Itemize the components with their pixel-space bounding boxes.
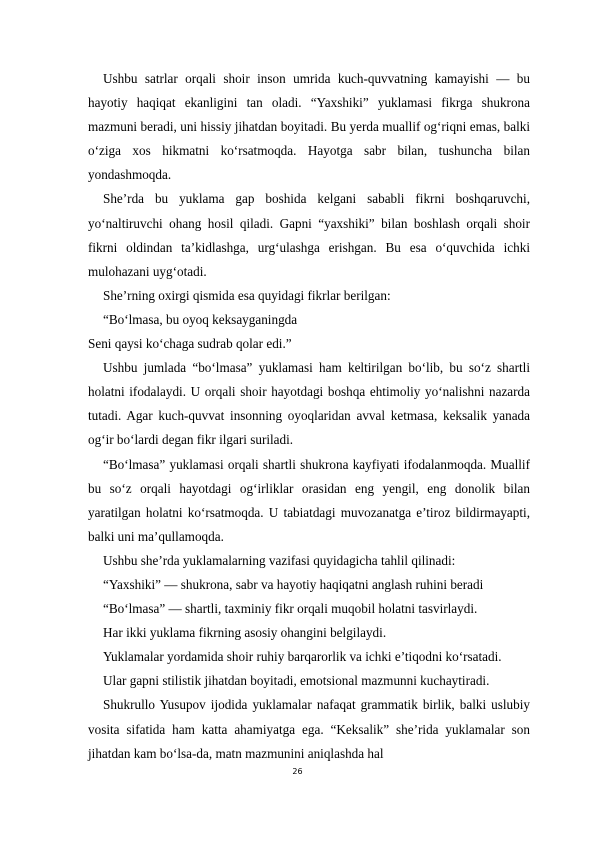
paragraph-7: Shukrullo Yusupov ijodida yuklamalar nafaqat grammatik birlik, balki uslubiy vosita sifatida ham katta ahamiyatga ega. “Keksalik” she’rida yuklamalar son jihatdan kam bo‘lsa-da, matn mazmunini aniqlashda hal — [88, 697, 530, 761]
paragraph-1: Ushbu satrlar orqali shoir inson umrida kuch-quvvatning kamayishi — bu hayotiy haqiqat ekanligini tan oladi. “Yaxshiki” yuklamasi fikrga shukrona mazmuni beradi, uni hissiy jihatdan boyitadi. Bu yerda muallif og‘riqni emas, balki o‘ziga xos hikmatni ko‘rsatmoqda. Hayotga sabr bilan, tushuncha bilan yondashmoqda. — [88, 71, 530, 183]
paragraph-2: She’rda bu yuklama gap boshida kelgani sababli fikrni boshqaruvchi, yo‘naltiruvchi ohang hosil qiladi. Gapni “yaxshiki” bilan boshlash orqali shoir fikrni oldindan ta’kidlashga, urg‘ulashga erishgan. Bu esa o‘quvchida ichki mulohazani uyg‘otadi. — [88, 191, 530, 279]
poem-line-2: Seni qaysi ko‘chaga sudrab qolar edi.” — [88, 336, 292, 352]
analysis-item-4: Yuklamalar yordamida shoir ruhiy barqarorlik va ichki e’tiqodni ko‘rsatadi. — [103, 649, 502, 665]
paragraph-3: She’rning oxirgi qismida esa quyidagi fikrlar berilgan: — [103, 287, 391, 303]
paragraph-5: “Bo‘lmasa” yuklamasi orqali shartli shukrona kayfiyati ifodalanmoqda. Muallif bu so‘z orqali hayotdagi og‘irliklar orasidan eng yengil, eng donolik bilan yaratilgan holatni ko‘rsatmoqda. U tabiatdagi muvozanatga e’tiroz bildirmayapti, balki uni ma’qullamoqda. — [88, 456, 530, 544]
analysis-item-2: “Bo‘lmasa” — shartli, taxminiy fikr orqali muqobil holatni tasvirlaydi. — [103, 601, 478, 617]
analysis-item-1: “Yaxshiki” — shukrona, sabr va hayotiy haqiqatni anglash ruhini beradi — [103, 576, 484, 592]
poem-line-1: “Bo‘lmasa, bu oyoq keksayganingda — [103, 311, 298, 327]
analysis-item-3: Har ikki yuklama fikrning asosiy ohangini belgilaydi. — [103, 625, 387, 641]
analysis-item-5: Ular gapni stilistik jihatdan boyitadi, emotsional mazmunni kuchaytiradi. — [103, 673, 490, 689]
paragraph-6: Ushbu she’rda yuklamalarning vazifasi quyidagicha tahlil qilinadi: — [103, 552, 456, 568]
page-number: 26 — [292, 767, 303, 776]
document-body — [88, 67, 530, 766]
paragraph-4: Ushbu jumlada “bo‘lmasa” yuklamasi ham keltirilgan bo‘lib, bu so‘z shartli holatni ifodalaydi. U orqali shoir hayotdagi boshqa ehtimoliy yo‘nalishni nazarda tutadi. Agar kuch-quvvat insonning oyoqlaridan avval ketmasa, keksalik yanada og‘ir bo‘lardi degan fikr ilgari suriladi. — [88, 360, 530, 448]
